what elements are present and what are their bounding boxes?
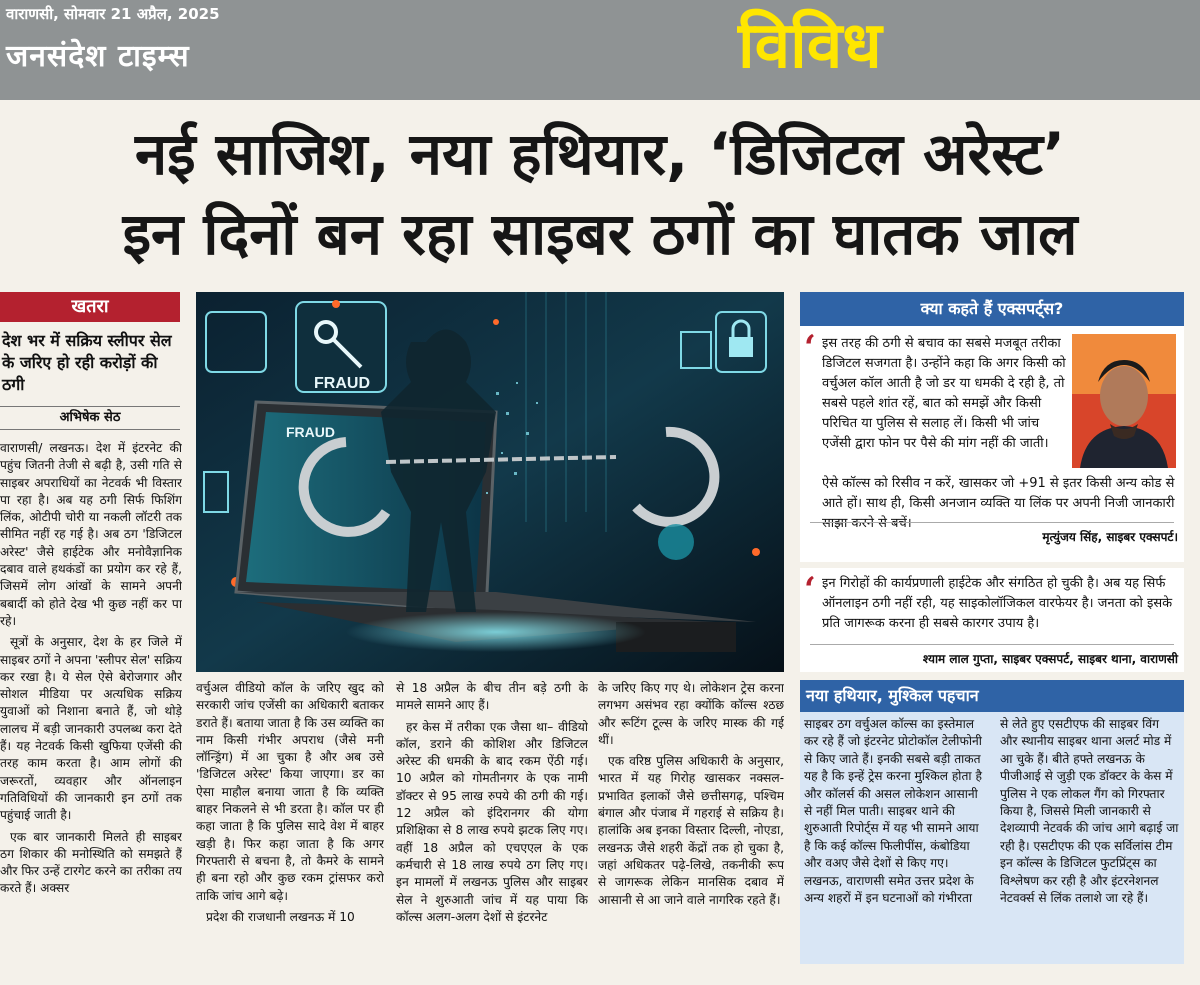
paragraph: एक बार जानकारी मिलते ही साइबर ठग शिकार की मनोस्थिति को समझते हैं और फिर उन्हें टारगेट करने का तरीका तय करते हैं। अक्सर: [0, 829, 182, 896]
fraud-label-screen: FRAUD: [286, 424, 335, 440]
quote-mark-icon: ‘: [804, 570, 816, 610]
expert-portrait: [1072, 334, 1176, 468]
experts-heading: क्या कहते हैं एक्सपर्ट्स?: [800, 292, 1184, 326]
expert-quote-1-part-2: ऐसे कॉल्स को रिसीव न करें, खासकर जो +91 से इतर किसी अन्य कोड से आते हों। साथ ही, किसी अनजान व्यक्ति या लिंक पर अपनी निजी जानकारी साझा करने से बचें।: [822, 476, 1175, 531]
paragraph: के जरिए किए गए थे। लोकेशन ट्रेस करना लगभग असंभव रहा क्योंकि कॉल्स श्ठछ और रूटिंग टूल्स के जरिए मास्क की गई थीं।: [598, 681, 784, 747]
cyber-fraud-illustration: [196, 292, 784, 672]
story-byline: अभिषेक सेठ: [0, 406, 180, 430]
section-title: विविध: [738, 9, 882, 83]
paragraph: सूत्रों के अनुसार, देश के हर जिले में साइबर ठगों ने अपना 'स्लीपर सेल' सक्रिय कर रखा है। ये सेल ऐसे बेरोजगार और सोशल मीडिया पर अत्यधिक सक्रिय युवाओं को निशाना बनाते हैं, जो थोड़े लालच में बड़ी जानकारी उपलब्ध करा देते हैं। यह नेटवर्क किसी खुफिया एजेंसी की तरह काम करता है। आम लोगों की जरूरतों, व्यवहार और ऑनलाइन गतिविधियों की जानकारी इन ठगों तक पहुंचाई जाती है।: [0, 635, 182, 823]
masthead: [0, 0, 1200, 100]
new-weapon-column-1: साइबर ठग वर्चुअल कॉल्स का इस्तेमाल कर रहे हैं जो इंटरनेट प्रोटोकॉल टेलीफोनी से किए जाते हैं। इनकी सबसे बड़ी ताकत यह है कि इन्हें ट्रेस करना मुश्किल होता है और कॉलर्स की असल लोकेशन आसानी से नहीं मिल पाती। साइबर थाने की शुरुआती रिपोर्ट्स में यह भी सामने आया है कि कई कॉल्स फिलीपींस, कंबोडिया और वअए जैसे देशों से किए गए। लखनऊ, वाराणसी समेत उत्तर प्रदेश के अन्य शहरों में इन घटनाओं को गंभीरता: [804, 717, 982, 906]
story-column-4: [598, 680, 784, 970]
paragraph: प्रदेश की राजधानी लखनऊ में 10: [206, 909, 355, 924]
headline-line-1: नई साजिश, नया हथियार, ‘डिजिटल अरेस्ट’: [134, 120, 1066, 188]
story-tag: खतरा: [0, 292, 180, 322]
paragraph: हर केस में तरीका एक जैसा था– वीडियो कॉल, डराने की कोशिश और डिजिटल अरेस्ट की धमकी के बाद रकम ऐंठी गई। 10 अप्रैल को गोमतीनगर के एक नामी डॉक्टर से 95 लाख रुपये की ठगी की गई। 12 अप्रैल को इंदिरानगर की योगा प्रशिक्षिका से 8 लाख रुपये झटक लिए गए। वहीं 18 अप्रैल को एचएएल के एक कर्मचारी से 18 लाख रुपये ठग लिए गए। इन मामलों में लखनऊ पुलिस और साइबर सेल ने शुरुआती जांच में यह पाया कि कॉल्स अलग-अलग देशों से इंटरनेट: [396, 719, 588, 924]
expert-quote-1-part-1: इस तरह की ठगी से बचाव का सबसे मजबूत तरीका डिजिटल सजगता है। उन्होंने कहा कि अगर किसी को वर्चुअल कॉल आती है जो डर या धमकी दे रही है, तो सबसे पहले शांत रहें, बात को समझें और किसी परिचित या पुलिस से सलाह लें। किसी भी जांच एजेंसी द्वारा फोन पर पैसे की मांग नहीं की जाती।: [822, 336, 1066, 451]
paragraph: एक वरिष्ठ पुलिस अधिकारी के अनुसार, भारत में यह गिरोह खासकर नक्सल-प्रभावित इलाकों जैसे छत्तीसगढ़, पश्चिम बंगाल और पंजाब में गहराई से सक्रिय है। हालांकि अब इनका विस्तार दिल्ली, नोएडा, लखनऊ जैसे शहरी केंद्रों तक हो चुका है, जहां अधिकतर पढ़े-लिखे, तकनीकी रूप से जागरूक लेकिन मानसिक दबाव में आसानी से आ जाने वाले नागरिक रहते हैं।: [598, 754, 784, 907]
expert-quote-2: इन गिरोहों की कार्यप्रणाली हाईटेक और संगठित हो चुकी है। अब यह सिर्फ ऑनलाइन ठगी नहीं रही, यह साइकोलॉजिकल वारफेयर है। जनता को इसके प्रति जागरूक करना ही सबसे कारगर उपाय है।: [822, 576, 1173, 631]
new-weapon-heading: नया हथियार, मुश्किल पहचान: [800, 680, 1184, 712]
expert-quote-box-2: [800, 568, 1184, 672]
paragraph: वर्चुअल वीडियो कॉल के जरिए खुद को सरकारी जांच एजेंसी का अधिकारी बताकर डराते हैं। बताया जाता है कि उस व्यक्ति का नाम किसी गंभीर अपराध (जैसे मनी लॉन्ड्रिंग) में आ चुका है और अब उसे 'डिजिटल अरेस्ट' किया जाएगा। डर का ऐसा माहौल बनाया जाता है कि व्यक्ति बाहर निकलने से भी डरता है। कॉल पर ही कहा जाता है कि पुलिस सादे वेश में बाहर खड़ी है। फिर कहा जाता है कि अगर गिरफ्तारी से बचना है, तो कैमरे के सामने ही बना रहो और कुछ रकम ट्रांसफर करो ताकि जांच आगे बढ़े।: [196, 681, 384, 903]
divider: [810, 644, 1174, 645]
expert-credit-1: मृत्युंजय सिंह, साइबर एक्सपर्ट।: [1042, 530, 1178, 544]
expert-quote-box-1: [800, 326, 1184, 562]
story-column-2: [196, 680, 384, 970]
story-column-1: [0, 440, 182, 970]
story-column-3: [396, 680, 588, 970]
story-subdeck: देश भर में सक्रिय स्लीपर सेल के जरिए हो रही करोड़ों की ठगी: [2, 331, 172, 394]
dateline: वाराणसी, सोमवार 21 अप्रैल, 2025: [6, 5, 220, 23]
divider: [810, 522, 1174, 523]
new-weapon-box: [800, 680, 1184, 964]
newspaper-logo: जनसंदेश टाइम्स: [6, 39, 190, 74]
quote-mark-icon: ‘: [804, 328, 816, 368]
paragraph: से 18 अप्रैल के बीच तीन बड़े ठगी के मामले सामने आए हैं।: [396, 681, 588, 713]
paragraph: वाराणसी/ लखनऊ। देश में इंटरनेट की पहुंच जितनी तेजी से बढ़ी है, उसी गति से साइबर अपराधियों का नेटवर्क भी विस्तार पा रहा है। अब यह ठगी सिर्फ फिशिंग लिंक, ओटीपी चोरी या नकली लॉटरी तक सीमित नहीं रह गई है। अब ठग 'डिजिटल अरेस्ट' जैसे हाईटेक और मनोवैज्ञानिक दबाव वाले हथकंडों का प्रयोग कर रहे हैं, जिसमें लोग आंखों के सामने अपनी बबार्दी को होते देख भी कुछ नहीं कर पा रहे।: [0, 441, 182, 628]
expert-credit-2: श्याम लाल गुप्ता, साइबर एक्सपर्ट, साइबर थाना, वाराणसी: [922, 652, 1178, 666]
fraud-label-top: FRAUD: [314, 375, 370, 392]
new-weapon-column-2: से लेते हुए एसटीएफ की साइबर विंग और स्थानीय साइबर थाना अलर्ट मोड में आ चुके हैं। बीते हफ्ते लखनऊ के पीजीआई से जुड़ी एक डॉक्टर के केस में पुलिस ने एक लोकल गैंग को गिरफ्तार किया है, जिससे मिली जानकारी से देशव्यापी नेटवर्क की जांच आगे बढ़ाई जा रही है। एसटीएफ की एक सर्विलांस टीम इन कॉल्स के डिजिटल फुटप्रिंट्स का विश्लेषण कर रही है और इंटरनेशनल नेटवर्क्स से लिंक तलाशे जा रहे हैं।: [1000, 717, 1179, 906]
headline-line-2: इन दिनों बन रहा साइबर ठगों का घातक जाल: [122, 200, 1078, 268]
